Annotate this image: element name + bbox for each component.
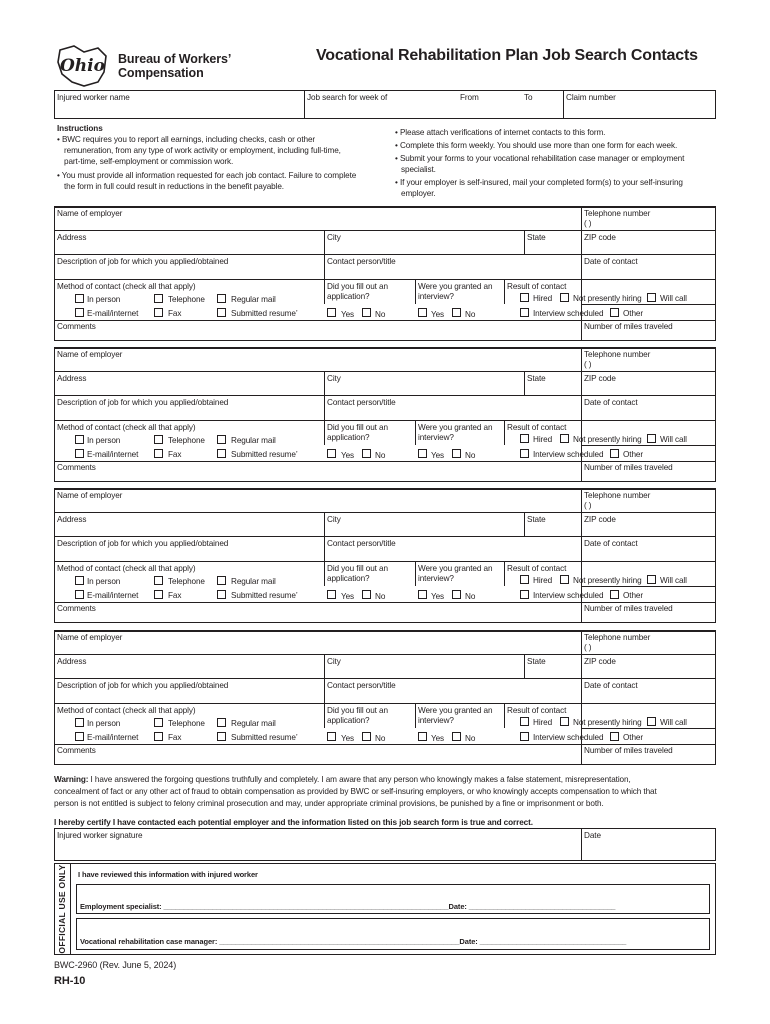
logo-text: Ohio (60, 56, 105, 76)
instruction-line: specialist. (401, 165, 436, 174)
telephone-label: Telephone (168, 436, 205, 445)
interview-no-checkbox[interactable] (452, 308, 461, 317)
email-internet-label: E-mail/internet (87, 309, 139, 318)
email-internet-checkbox[interactable] (75, 308, 84, 317)
telephone-checkbox[interactable] (154, 718, 163, 727)
not-hiring-label: Not presently hiring (573, 718, 642, 727)
interview-scheduled-checkbox[interactable] (520, 590, 529, 599)
contact-person-field[interactable]: Contact person/title (327, 681, 396, 690)
submitted-resume-label: Submitted resume’ (231, 591, 298, 600)
application-no-label: No (375, 310, 386, 319)
interview-no-checkbox[interactable] (452, 732, 461, 741)
interview-scheduled-label: Interview scheduled (533, 450, 604, 459)
interview-scheduled-checkbox[interactable] (520, 308, 529, 317)
interview-no-label: No (465, 592, 476, 601)
page-title: Vocational Rehabilitation Plan Job Search Contacts (316, 47, 698, 64)
email-internet-checkbox[interactable] (75, 590, 84, 599)
fax-label: Fax (168, 733, 182, 742)
signature-field[interactable]: Injured worker signature (57, 831, 143, 840)
hired-checkbox[interactable] (520, 293, 529, 302)
submitted-resume-checkbox[interactable] (217, 732, 226, 741)
official-use-label: OFFICIAL USE ONLY (57, 864, 67, 954)
result-of-contact-label: Result of contact (507, 423, 567, 432)
warning-line1: I have answered the forgoing questions truthfully and completely. I am aware that any person who knowingly makes a false statement, misrepresentation, (88, 775, 631, 784)
instruction-line: remuneration, from any type of work activity or employment, including full-time, (64, 146, 341, 155)
application-no-label: No (375, 592, 386, 601)
form-code: RH-10 (54, 975, 86, 987)
will-call-label: Will call (660, 294, 687, 303)
result-of-contact-label: Result of contact (507, 706, 567, 715)
telephone-label: Telephone (168, 295, 205, 304)
application-question-2: application? (327, 433, 370, 442)
not-hiring-checkbox[interactable] (560, 434, 569, 443)
will-call-label: Will call (660, 576, 687, 585)
interview-no-label: No (465, 310, 476, 319)
result-of-contact-label: Result of contact (507, 282, 567, 291)
instruction-line: the form in full could result in reductions in the benefit payable. (64, 182, 284, 191)
job-description-field[interactable]: Description of job for which you applied/obtained (57, 257, 229, 266)
will-call-checkbox[interactable] (647, 575, 656, 584)
state-field[interactable]: State (527, 515, 546, 524)
instruction-line: • Complete this form weekly. You should use more than one form for each week. (395, 141, 678, 150)
telephone-label: Telephone (168, 719, 205, 728)
date-of-contact-field[interactable]: Date of contact (584, 398, 638, 407)
instructions-heading: Instructions (57, 124, 103, 133)
interview-yes-label: Yes (431, 310, 445, 319)
application-yes-checkbox[interactable] (327, 308, 336, 317)
date-of-contact-field[interactable]: Date of contact (584, 681, 638, 690)
application-no-label: No (375, 451, 386, 460)
job-description-field[interactable]: Description of job for which you applied/obtained (57, 539, 229, 548)
interview-scheduled-checkbox[interactable] (520, 732, 529, 741)
application-no-checkbox[interactable] (362, 732, 371, 741)
not-hiring-label: Not presently hiring (573, 576, 642, 585)
interview-question: Were you granted an (418, 282, 493, 291)
ohio-logo (54, 42, 112, 88)
will-call-checkbox[interactable] (647, 293, 656, 302)
hired-checkbox[interactable] (520, 434, 529, 443)
in-person-checkbox[interactable] (75, 718, 84, 727)
hired-label: Hired (533, 294, 553, 303)
interview-scheduled-label: Interview scheduled (533, 309, 604, 318)
miles-traveled-field[interactable]: Number of miles traveled (584, 604, 673, 613)
application-yes-checkbox[interactable] (327, 590, 336, 599)
not-hiring-label: Not presently hiring (573, 435, 642, 444)
miles-traveled-field[interactable]: Number of miles traveled (584, 746, 673, 755)
telephone-checkbox[interactable] (154, 294, 163, 303)
interview-yes-checkbox[interactable] (418, 732, 427, 741)
comments-field[interactable]: Comments (57, 604, 96, 613)
to-date-field[interactable]: To (524, 93, 533, 102)
regular-mail-label: Regular mail (231, 436, 276, 445)
instruction-line: part-time, self-employment or commission work. (64, 157, 234, 166)
state-field[interactable]: State (527, 374, 546, 383)
warning-label: Warning: (54, 775, 89, 784)
interview-question: Were you granted an (418, 706, 493, 715)
in-person-label: In person (87, 577, 121, 586)
zip-code-field[interactable]: ZIP code (584, 515, 616, 524)
application-no-checkbox[interactable] (362, 449, 371, 458)
application-question-2: application? (327, 716, 370, 725)
address-field[interactable]: Address (57, 515, 87, 524)
application-yes-label: Yes (341, 734, 355, 743)
regular-mail-checkbox[interactable] (217, 294, 226, 303)
regular-mail-checkbox[interactable] (217, 718, 226, 727)
case-manager-line[interactable]: Vocational rehabilitation case manager: ___________________________________________________________Date: ____________________________________ (80, 937, 627, 946)
not-hiring-checkbox[interactable] (560, 717, 569, 726)
city-field[interactable]: City (327, 657, 341, 666)
instruction-line: • Submit your forms to your vocational rehabilitation case manager or employment (395, 154, 685, 163)
interview-question-2: interview? (418, 716, 454, 725)
other-checkbox[interactable] (610, 590, 619, 599)
will-call-checkbox[interactable] (647, 717, 656, 726)
other-checkbox[interactable] (610, 732, 619, 741)
from-date-field[interactable]: From (460, 93, 479, 102)
signature-date-field[interactable]: Date (584, 831, 601, 840)
city-field[interactable]: City (327, 233, 341, 242)
telephone-number-field[interactable]: Telephone number (584, 633, 651, 642)
in-person-checkbox[interactable] (75, 294, 84, 303)
interview-question-2: interview? (418, 292, 454, 301)
will-call-checkbox[interactable] (647, 434, 656, 443)
city-field[interactable]: City (327, 515, 341, 524)
date-of-contact-field[interactable]: Date of contact (584, 539, 638, 548)
interview-yes-checkbox[interactable] (418, 308, 427, 317)
interview-no-checkbox[interactable] (452, 590, 461, 599)
miles-traveled-field[interactable]: Number of miles traveled (584, 322, 673, 331)
interview-scheduled-checkbox[interactable] (520, 449, 529, 458)
regular-mail-checkbox[interactable] (217, 435, 226, 444)
address-field[interactable]: Address (57, 374, 87, 383)
fax-checkbox[interactable] (154, 449, 163, 458)
interview-yes-label: Yes (431, 592, 445, 601)
regular-mail-checkbox[interactable] (217, 576, 226, 585)
application-question: Did you fill out an (327, 564, 388, 573)
contact-person-field[interactable]: Contact person/title (327, 539, 396, 548)
interview-yes-checkbox[interactable] (418, 449, 427, 458)
email-internet-checkbox[interactable] (75, 732, 84, 741)
comments-field[interactable]: Comments (57, 746, 96, 755)
employer-name-field[interactable]: Name of employer (57, 491, 123, 500)
interview-no-label: No (465, 451, 476, 460)
phone-parens: ( ) (584, 501, 592, 510)
job-search-week-field[interactable]: Job search for week of (307, 93, 388, 102)
application-yes-label: Yes (341, 310, 355, 319)
agency-name-line1: Bureau of Workers’ (118, 52, 232, 66)
interview-yes-checkbox[interactable] (418, 590, 427, 599)
regular-mail-label: Regular mail (231, 719, 276, 728)
warning-line2: concealment of fact or any other act of fraud to obtain compensation as provided by BWC or self-insuring employers, or who knowingly accepts compensation to which that (54, 787, 657, 796)
in-person-label: In person (87, 295, 121, 304)
email-internet-label: E-mail/internet (87, 450, 139, 459)
application-yes-checkbox[interactable] (327, 449, 336, 458)
hired-checkbox[interactable] (520, 717, 529, 726)
address-field[interactable]: Address (57, 233, 87, 242)
other-checkbox[interactable] (610, 449, 619, 458)
in-person-checkbox[interactable] (75, 435, 84, 444)
not-hiring-label: Not presently hiring (573, 294, 642, 303)
method-of-contact-label: Method of contact (check all that apply) (57, 564, 196, 573)
injured-worker-name-field[interactable]: Injured worker name (57, 93, 130, 102)
application-no-checkbox[interactable] (362, 590, 371, 599)
telephone-checkbox[interactable] (154, 576, 163, 585)
other-checkbox[interactable] (610, 308, 619, 317)
claim-number-field[interactable]: Claim number (566, 93, 616, 102)
application-yes-label: Yes (341, 451, 355, 460)
other-label: Other (623, 450, 643, 459)
application-no-label: No (375, 734, 386, 743)
employer-name-field[interactable]: Name of employer (57, 633, 123, 642)
will-call-label: Will call (660, 718, 687, 727)
interview-scheduled-label: Interview scheduled (533, 733, 604, 742)
employment-specialist-line[interactable]: Employment specialist: ______________________________________________________________________Date: ____________________________________ (80, 902, 616, 911)
application-question: Did you fill out an (327, 282, 388, 291)
employer-name-field[interactable]: Name of employer (57, 350, 123, 359)
interview-yes-label: Yes (431, 734, 445, 743)
in-person-checkbox[interactable] (75, 576, 84, 585)
miles-traveled-field[interactable]: Number of miles traveled (584, 463, 673, 472)
instruction-line: • Please attach verifications of internet contacts to this form. (395, 128, 606, 137)
date-of-contact-field[interactable]: Date of contact (584, 257, 638, 266)
not-hiring-checkbox[interactable] (560, 293, 569, 302)
application-question: Did you fill out an (327, 706, 388, 715)
other-label: Other (623, 733, 643, 742)
hired-label: Hired (533, 576, 553, 585)
submitted-resume-label: Submitted resume’ (231, 450, 298, 459)
interview-question-2: interview? (418, 433, 454, 442)
telephone-label: Telephone (168, 577, 205, 586)
job-description-field[interactable]: Description of job for which you applied/obtained (57, 398, 229, 407)
telephone-number-field[interactable]: Telephone number (584, 491, 651, 500)
submitted-resume-checkbox[interactable] (217, 449, 226, 458)
job-description-field[interactable]: Description of job for which you applied/obtained (57, 681, 229, 690)
will-call-label: Will call (660, 435, 687, 444)
employer-name-field[interactable]: Name of employer (57, 209, 123, 218)
telephone-number-field[interactable]: Telephone number (584, 209, 651, 218)
comments-field[interactable]: Comments (57, 322, 96, 331)
zip-code-field[interactable]: ZIP code (584, 233, 616, 242)
interview-scheduled-label: Interview scheduled (533, 591, 604, 600)
not-hiring-checkbox[interactable] (560, 575, 569, 584)
telephone-number-field[interactable]: Telephone number (584, 350, 651, 359)
city-field[interactable]: City (327, 374, 341, 383)
instruction-line: • If your employer is self-insured, mail your completed form(s) to your self-insuring (395, 178, 683, 187)
submitted-resume-checkbox[interactable] (217, 590, 226, 599)
comments-field[interactable]: Comments (57, 463, 96, 472)
application-yes-checkbox[interactable] (327, 732, 336, 741)
zip-code-field[interactable]: ZIP code (584, 374, 616, 383)
in-person-label: In person (87, 719, 121, 728)
application-yes-label: Yes (341, 592, 355, 601)
interview-no-label: No (465, 734, 476, 743)
interview-question-2: interview? (418, 574, 454, 583)
regular-mail-label: Regular mail (231, 295, 276, 304)
fax-checkbox[interactable] (154, 308, 163, 317)
fax-label: Fax (168, 450, 182, 459)
application-question-2: application? (327, 292, 370, 301)
hired-label: Hired (533, 718, 553, 727)
submitted-resume-label: Submitted resume’ (231, 733, 298, 742)
address-field[interactable]: Address (57, 657, 87, 666)
submitted-resume-checkbox[interactable] (217, 308, 226, 317)
email-internet-label: E-mail/internet (87, 733, 139, 742)
method-of-contact-label: Method of contact (check all that apply) (57, 282, 196, 291)
other-label: Other (623, 591, 643, 600)
instruction-line: • You must provide all information requested for each job contact. Failure to complete (57, 171, 357, 180)
fax-checkbox[interactable] (154, 590, 163, 599)
warning-line3: person is not entitled is subject to felony criminal prosecution and may, under appropriate criminal provisions, be punished by a fine or imprisonment or both. (54, 799, 604, 808)
hired-checkbox[interactable] (520, 575, 529, 584)
submitted-resume-label: Submitted resume’ (231, 309, 298, 318)
contact-person-field[interactable]: Contact person/title (327, 257, 396, 266)
hired-label: Hired (533, 435, 553, 444)
other-label: Other (623, 309, 643, 318)
regular-mail-label: Regular mail (231, 577, 276, 586)
phone-parens: ( ) (584, 219, 592, 228)
contact-person-field[interactable]: Contact person/title (327, 398, 396, 407)
email-internet-checkbox[interactable] (75, 449, 84, 458)
method-of-contact-label: Method of contact (check all that apply) (57, 423, 196, 432)
fax-label: Fax (168, 591, 182, 600)
instruction-line: employer. (401, 189, 436, 198)
interview-yes-label: Yes (431, 451, 445, 460)
state-field[interactable]: State (527, 233, 546, 242)
interview-no-checkbox[interactable] (452, 449, 461, 458)
fax-checkbox[interactable] (154, 732, 163, 741)
phone-parens: ( ) (584, 360, 592, 369)
interview-question: Were you granted an (418, 423, 493, 432)
telephone-checkbox[interactable] (154, 435, 163, 444)
result-of-contact-label: Result of contact (507, 564, 567, 573)
interview-question: Were you granted an (418, 564, 493, 573)
phone-parens: ( ) (584, 643, 592, 652)
application-question: Did you fill out an (327, 423, 388, 432)
application-question-2: application? (327, 574, 370, 583)
fax-label: Fax (168, 309, 182, 318)
state-field[interactable]: State (527, 657, 546, 666)
certify-statement: I hereby certify I have contacted each potential employer and the information listed on this job search form is true and correct. (54, 818, 533, 827)
instruction-line: • BWC requires you to report all earnings, including checks, cash or other (57, 135, 316, 144)
zip-code-field[interactable]: ZIP code (584, 657, 616, 666)
application-no-checkbox[interactable] (362, 308, 371, 317)
method-of-contact-label: Method of contact (check all that apply) (57, 706, 196, 715)
form-number: BWC-2960 (Rev. June 5, 2024) (54, 960, 177, 970)
reviewed-statement: I have reviewed this information with injured worker (78, 870, 258, 879)
agency-name-line2: Compensation (118, 66, 204, 80)
in-person-label: In person (87, 436, 121, 445)
email-internet-label: E-mail/internet (87, 591, 139, 600)
